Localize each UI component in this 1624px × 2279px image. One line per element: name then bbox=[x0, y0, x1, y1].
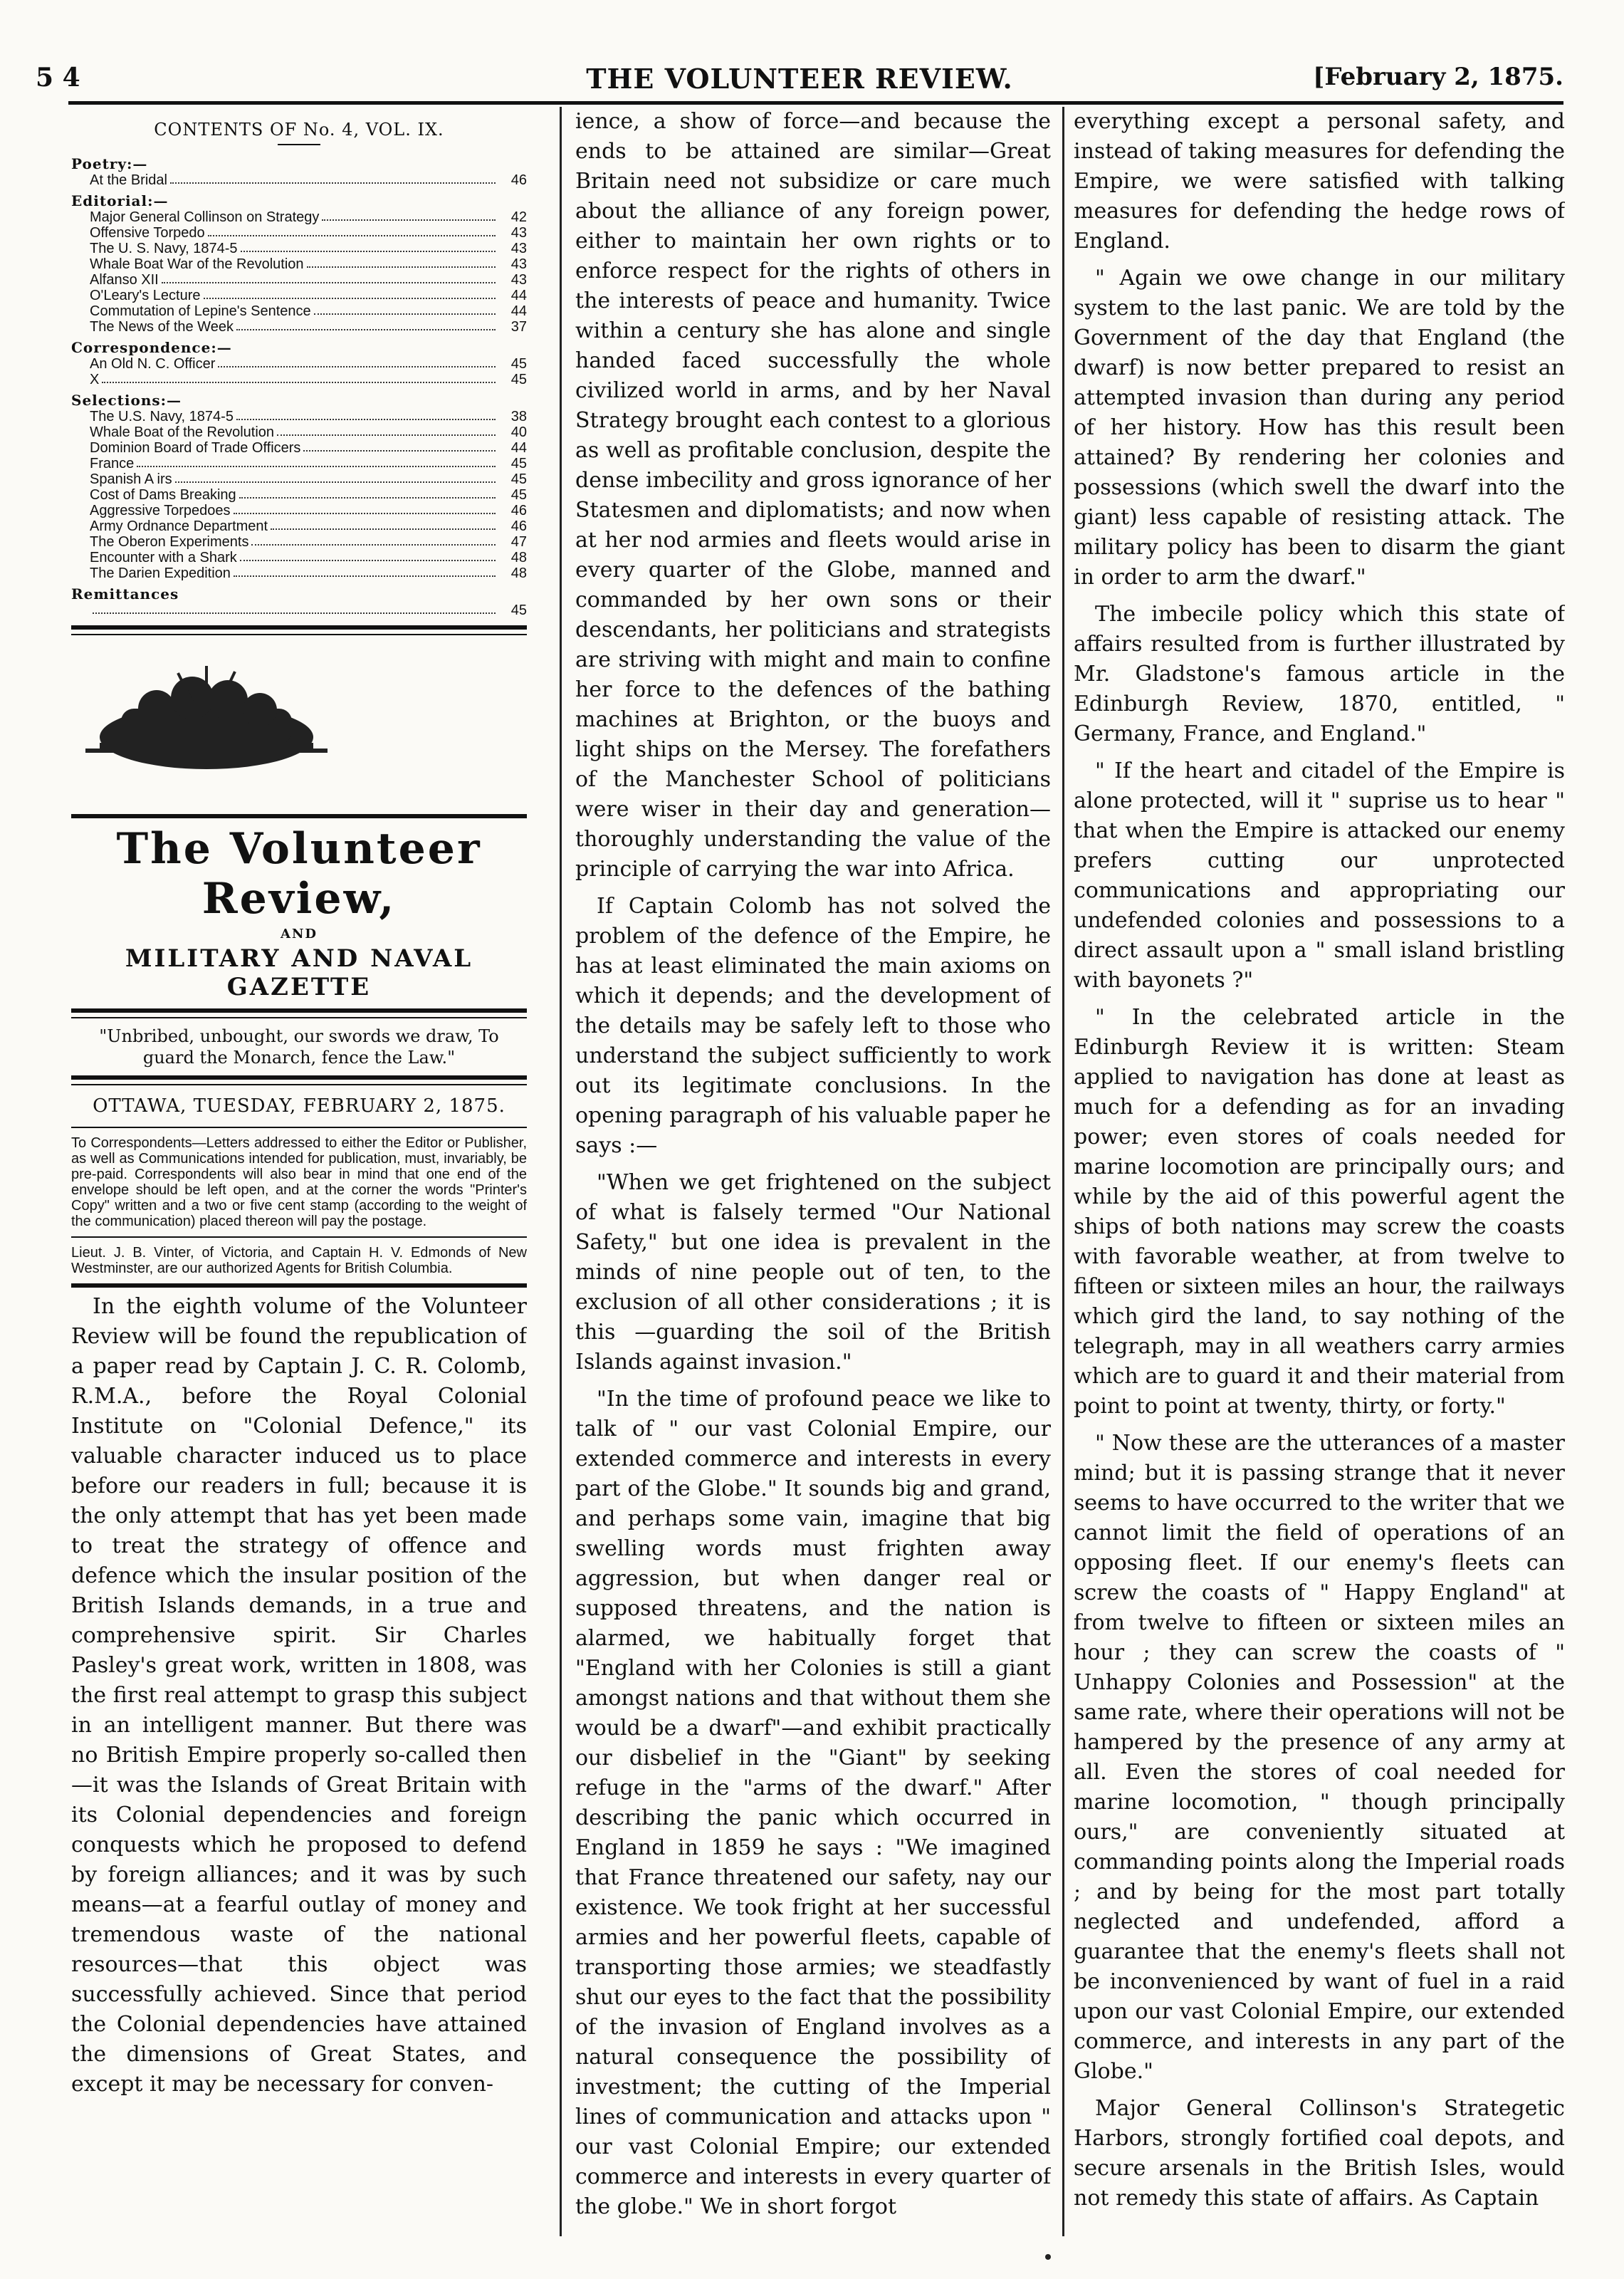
masthead-rule-top bbox=[71, 814, 527, 818]
newspaper-title: THE VOLUNTEER REVIEW. bbox=[586, 63, 1013, 95]
correspondents-notice: To Correspondents—Letters addressed to either the Editor or Publisher, as well as Communications intended for publication, must, invariably, be pre-paid. Correspondents will also bear in mind that one end of the envelope should be left open, and at the corner the words "Printer's Copy" written and a two or five cent stamp (according to the weight of the communication) placed thereon will pay the postage. bbox=[71, 1135, 527, 1229]
contents-item-title: France bbox=[90, 456, 135, 471]
contents-item bbox=[71, 565, 527, 581]
contents-section-heading: Selections:— bbox=[71, 392, 182, 409]
masthead-subtitle: MILITARY AND NAVAL GAZETTE bbox=[125, 944, 473, 1001]
contents-item-title: Spanish A irs bbox=[90, 471, 172, 487]
masthead-title: The Volunteer Review, bbox=[116, 824, 482, 924]
dateline-rule-bottom bbox=[71, 1127, 527, 1128]
quote-paragraph: " If the heart and citadel of the Empire is alone protected, will it " suprise us to hear " that when the Empire is attacked our enemy prefers cutting our unprotected communications and appropriating our undefended colonies and possessions to a direct assault upon a " small island bristling with bayonets ?" bbox=[1074, 758, 1565, 993]
notice-rule bbox=[71, 1236, 527, 1238]
contents-item-page: 46 bbox=[510, 172, 527, 188]
article-paragraph: In the eighth volume of the Volunteer Review will be found the republication of a paper read by Captain J. C. R. Colomb, R.M.A., before the Royal Colonial Institute on "Colonial Defence," its valuable character induced us to place before our readers in full; because it is the only attempt that has yet been made to treat the strategy of offence and defence which the insular position of the British Islands demands, in a true and comprehensive spirit. Sir Charles Pasley's great work, written in 1808, was the first real attempt to grasp this subject in an intelligent manner. But there was no British Empire properly so-called then—it was the Islands of Great Britain with its Colonial dependencies and foreign conquests which he proposed to defend by foreign alliances; and it was by such means—at a fearful outlay of money and tremendous waste of the national resources—that this object was successfully achieved. Since that period the Colonial dependencies have attained the dimensions of Great States, and except it may be necessary for conven- bbox=[71, 1294, 527, 2097]
contents-item bbox=[71, 487, 527, 503]
contents-item-page: 38 bbox=[510, 409, 527, 424]
contents-item bbox=[71, 303, 527, 319]
contents-item-title: Dominion Board of Trade Officers bbox=[90, 440, 301, 456]
contents-item-page: 48 bbox=[510, 550, 527, 565]
contents-rule bbox=[278, 144, 320, 145]
masthead-rule-thin bbox=[71, 1017, 527, 1018]
contents-section-heading: Editorial:— bbox=[71, 192, 169, 209]
leader-dots bbox=[234, 565, 496, 577]
contents-item-title: O'Leary's Lecture bbox=[90, 288, 201, 303]
contents-item bbox=[71, 241, 527, 256]
contents-item bbox=[71, 272, 527, 288]
contents-item-page: 46 bbox=[510, 518, 527, 534]
contents-item bbox=[71, 440, 527, 456]
leader-dots bbox=[208, 225, 496, 236]
contents-item-page: 44 bbox=[510, 440, 527, 456]
divider-rule bbox=[71, 625, 527, 630]
contents-section-heading: Remittances bbox=[71, 585, 179, 603]
contents-item-page: 45 bbox=[510, 471, 527, 487]
page-mark bbox=[1045, 2254, 1051, 2260]
contents-item bbox=[71, 372, 527, 387]
leader-dots bbox=[137, 456, 496, 467]
contents-item bbox=[71, 288, 527, 303]
contents-item-title: Alfanso XII bbox=[90, 272, 159, 288]
leader-dots bbox=[240, 550, 496, 561]
contents-item bbox=[71, 471, 527, 487]
contents-item-page: 40 bbox=[510, 424, 527, 440]
article-paragraph: The imbecile policy which this state of affairs resulted from is further illustrated by Mr. Gladstone's famous article in the Edinburgh Review, 1870, entitled, " Germany, France, and England." bbox=[1074, 602, 1565, 746]
contents-item bbox=[71, 209, 527, 225]
contents-item bbox=[71, 172, 527, 188]
leader-dots bbox=[251, 534, 496, 546]
contents-item-title: Whale Boat War of the Revolution bbox=[90, 256, 304, 272]
contents-item bbox=[71, 503, 527, 518]
quote-paragraph: " Now these are the utterances of a master mind; but it is passing strange that it never seems to have occurred to the writer that we cannot limit the field of operations of an opposing fleet. If our enemy's fleets can screw the coasts of " Happy England" at from twelve to fifteen or sixteen miles an hour ; they can screw the coasts of " Unhappy Colonies and Possession" at the same rate, where their operations will not be hampered by the presence of any army at all. Even the stores of coal needed for marine locomotion, " though principally ours," are conveniently situated at commanding points along the Imperial roads ; and by being for the most part totally neglected and undefended, afford a guarantee that the enemy's fleets shall not be inconvenienced by want of fuel in a raid upon our vast Colonial Empire, our extended commerce, and interests in any part of the Globe." bbox=[1074, 1431, 1565, 2084]
leader-dots bbox=[314, 303, 496, 315]
contents-item bbox=[71, 456, 527, 471]
leader-dots bbox=[218, 356, 496, 367]
agents-notice: Lieut. J. B. Vinter, of Victoria, and Captain H. V. Edmonds of New Westminster, are our authorized Agents for British Columbia. bbox=[71, 1245, 527, 1276]
masthead-rule bbox=[71, 1008, 527, 1013]
leader-dots bbox=[175, 471, 496, 483]
header-rule bbox=[68, 101, 1563, 105]
contents-item-title: Offensive Torpedo bbox=[90, 225, 205, 241]
contents-item-title: Army Ordnance Department bbox=[90, 518, 268, 534]
column-2 bbox=[575, 107, 1051, 2236]
page-number: 5 4 bbox=[36, 63, 80, 93]
contents-item-page: 48 bbox=[510, 565, 527, 581]
contents-item bbox=[71, 356, 527, 372]
contents-item bbox=[71, 550, 527, 565]
column-3 bbox=[1074, 107, 1565, 2236]
column-1 bbox=[71, 107, 527, 2236]
contents-item-page: 46 bbox=[510, 503, 527, 518]
contents-item-page: 43 bbox=[510, 256, 527, 272]
contents-item-page: 44 bbox=[510, 288, 527, 303]
article-col1 bbox=[71, 1292, 527, 2100]
contents-item-title: Commutation of Lepine's Sentence bbox=[90, 303, 311, 319]
leader-dots bbox=[93, 603, 496, 614]
quote-paragraph: "In the time of profound peace we like to talk of " our vast Colonial Empire, our extended commerce and interests in every part of the Globe." It sounds big and grand, and perhaps some vain, imagine that big swelling words must frighten away aggression, but when danger real or supposed threatens, and the nation is alarmed, we habitually forget that "England with her Colonies is still a giant amongst nations and that without them she would be a dwarf"—and exhibit practically our disbelief in the "Giant" by seeking refuge in the "arms of the dwarf." After describing the panic which occurred in England in 1859 he says : "We imagined that France threatened our safety, nay our existence. We took fright at her successful armies and her powerful fleets, capable of transporting those armies; we steadfastly shut our eyes to the fact that the possibility of the invasion of England involves as a natural consequence the possibility of investment; the cutting of the Imperial lines of communication and attacks upon " our vast Colonial Empire; our extended commerce and interests in every quarter of the globe." We in short forgot bbox=[575, 1387, 1051, 2219]
column-rule-2 bbox=[1062, 107, 1064, 2236]
contents-item-page: 43 bbox=[510, 241, 527, 256]
contents-item bbox=[71, 518, 527, 534]
contents-item-title: Cost of Dams Breaking bbox=[90, 487, 236, 503]
leader-dots bbox=[236, 409, 496, 420]
contents-item-title: At the Bridal bbox=[90, 172, 167, 188]
motto: "Unbribed, unbought, our swords we draw, To guard the Monarch, fence the Law." bbox=[99, 1026, 499, 1068]
leader-dots bbox=[322, 209, 496, 221]
contents-item-title: Whale Boat of the Revolution bbox=[90, 424, 275, 440]
leader-dots bbox=[239, 487, 496, 499]
article-paragraph: Major General Collinson's Strategetic Harbors, strongly fortified coal depots, and secure arsenals in the British Isles, would not remedy this state of affairs. As Captain bbox=[1074, 2096, 1565, 2211]
article-paragraph: ience, a show of force—and because the ends to be attained are similar—Great Britain need not subsidize or care much about the alliance of any foreign power, either to maintain her own rights or to enforce respect for the rights of others in the interests of peace and humanity. Twice within a century she has alone and single handed faced successfully the whole civilized world in arms, and by her Naval Strategy brought each contest to a glorious as well as profitable conclusion, despite the dense imbecility and gross ignorance of her Statesmen and diplomatists; and now when at her nod armies and fleets would arise in every quarter of the Globe, manned and commanded by her own sons or their descendants, her politicians and strategists are striving with might and main to confine her force to the defences of the bathing machines at Brighton, or the buoys and light ships on the Mersey. The forefathers of the Manchester School of politicians were wiser in their day and generation—thoroughly understanding the value of the principle of carrying the war into Africa. bbox=[575, 109, 1051, 882]
column-rule-1 bbox=[560, 107, 562, 2236]
contents-item-title: Encounter with a Shark bbox=[90, 550, 237, 565]
contents-item-title: Major General Collinson on Strategy bbox=[90, 209, 320, 225]
contents-item-title: An Old N. C. Officer bbox=[90, 356, 216, 372]
contents-item bbox=[71, 225, 527, 241]
article-rule bbox=[71, 1283, 527, 1288]
leader-dots bbox=[241, 241, 496, 252]
dateline-rule-thin bbox=[71, 1084, 527, 1085]
divider-rule-thin bbox=[71, 634, 527, 635]
leader-dots bbox=[303, 440, 496, 452]
contents-heading: CONTENTS OF No. 4, VOL. IX. bbox=[154, 120, 444, 140]
contents-item-page: 45 bbox=[510, 603, 527, 618]
contents-list bbox=[71, 155, 527, 618]
quote-paragraph: " In the celebrated article in the Edinburgh Review it is written: Steam applied to navigation has done at least as much for a defending as for an invading power; even stores of coals needed for marine locomotion are principally ours; and while by the aid of this powerful agent the ships of both nations may screw the coasts with favorable weather, at from twelve to fifteen or sixteen miles an hour, the railways which gird the land, to say nothing of the telegraph, may in all weathers carry armies which are to guard it and their material from point to point at twenty, thirty, or forty." bbox=[1074, 1005, 1565, 1419]
contents-item bbox=[71, 319, 527, 335]
contents-item-page: 45 bbox=[510, 487, 527, 503]
article-paragraph: everything except a personal safety, and instead of taking measures for defending the Empire, we were satisfied with talking measures for defending the hedge rows of England. bbox=[1074, 109, 1565, 254]
contents-section-heading: Correspondence:— bbox=[71, 339, 232, 356]
contents-item bbox=[71, 424, 527, 440]
contents-item bbox=[71, 534, 527, 550]
dateline: OTTAWA, TUESDAY, FEBRUARY 2, 1875. bbox=[93, 1095, 505, 1117]
contents-item-page: 45 bbox=[510, 356, 527, 372]
leader-dots bbox=[271, 518, 496, 530]
contents-item bbox=[71, 409, 527, 424]
contents-item-title: The Oberon Experiments bbox=[90, 534, 249, 550]
contents-item-title: The U. S. Navy, 1874-5 bbox=[90, 241, 238, 256]
contents-item-title: The News of the Week bbox=[90, 319, 234, 335]
leader-dots bbox=[236, 319, 496, 330]
contents-item-title: Aggressive Torpedoes bbox=[90, 503, 231, 518]
page-header bbox=[36, 63, 1563, 97]
contents-item-page: 45 bbox=[510, 372, 527, 387]
contents-item-page: 43 bbox=[510, 225, 527, 241]
contents-item-title: X bbox=[90, 372, 100, 387]
leader-dots bbox=[170, 172, 496, 184]
contents-item-page: 44 bbox=[510, 303, 527, 319]
quote-paragraph: " Again we owe change in our military system to the last panic. We are told by the Government of the day that England (the dwarf) is now better prepared to resist an attempted invasion than during any period of her history. How has this result been attained? By rendering her colonies and possessions (which swell the dwarf into the giant) less capable of resisting attack. The military policy has been to disarm the giant in order to arm the dwarf." bbox=[1074, 266, 1565, 590]
leader-dots bbox=[102, 372, 496, 383]
contents-item-page: 47 bbox=[510, 534, 527, 550]
contents-item-title: The Darien Expedition bbox=[90, 565, 231, 581]
contents-item-page: 45 bbox=[510, 456, 527, 471]
issue-date: [February 2, 1875. bbox=[1313, 63, 1563, 91]
contents-item bbox=[71, 603, 527, 618]
contents-item bbox=[71, 256, 527, 272]
quote-paragraph: "When we get frightened on the subject of what is falsely termed "Our National Safety," but one idea is prevalent in the minds of nine people out of ten, to the exclusion of all other considerations ; it is this —guarding the soil of the British Islands against invasion." bbox=[575, 1170, 1051, 1375]
article-paragraph: If Captain Colomb has not solved the problem of the defence of the Empire, he has at least eliminated the main axioms on which it depends; and the development of the details may be safely left to those who understand the subject sufficiently to work out its legitimate conclusions. In the opening paragraph of his valuable paper he says :— bbox=[575, 894, 1051, 1158]
contents-item-page: 43 bbox=[510, 272, 527, 288]
leader-dots bbox=[277, 424, 496, 436]
contents-section-heading: Poetry:— bbox=[71, 155, 148, 172]
trophy-vignette bbox=[71, 659, 342, 787]
leader-dots bbox=[307, 256, 496, 268]
dateline-rule-top bbox=[71, 1075, 527, 1080]
masthead-and: AND bbox=[280, 927, 318, 942]
contents-item-page: 42 bbox=[510, 209, 527, 225]
leader-dots bbox=[162, 272, 496, 283]
contents-item-page: 37 bbox=[510, 319, 527, 335]
leader-dots bbox=[204, 288, 496, 299]
leader-dots bbox=[234, 503, 496, 514]
contents-item-title: The U.S. Navy, 1874-5 bbox=[90, 409, 234, 424]
